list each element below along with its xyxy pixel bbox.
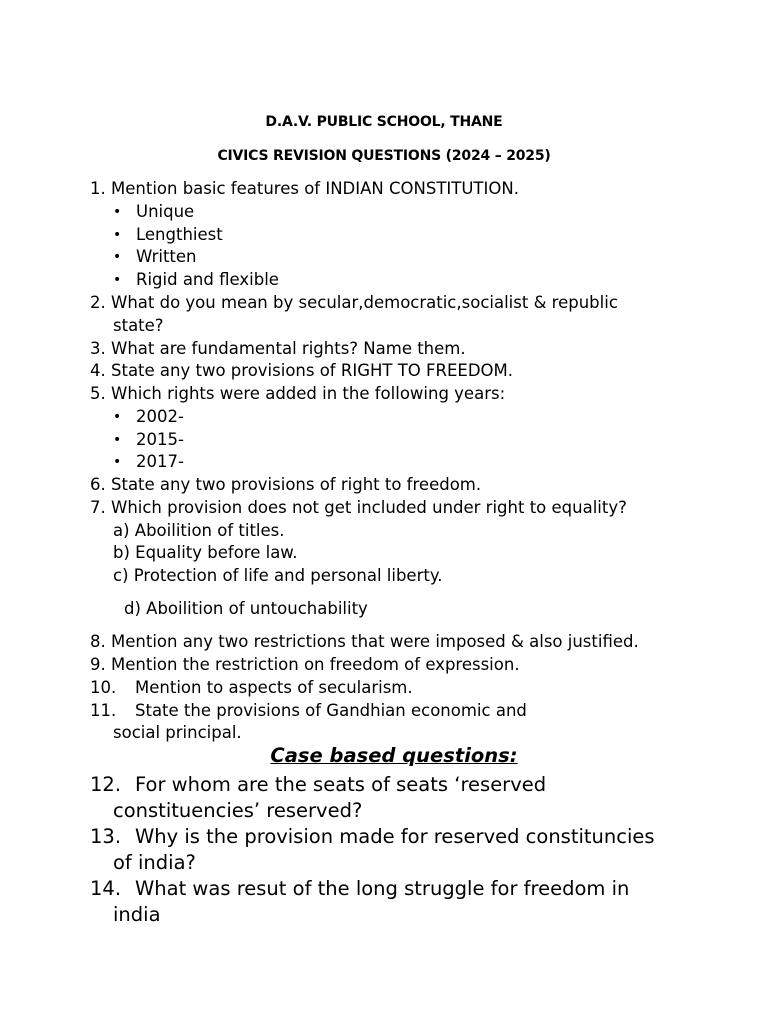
question-text: Which provision does not get included under right to equality?: [111, 498, 627, 517]
question-text: Why is the provision made for reserved constituncies: [135, 825, 655, 848]
question-7: [90, 498, 627, 518]
question-11: [90, 701, 527, 721]
school-name: D.A.V. PUBLIC SCHOOL, THANE: [265, 114, 503, 130]
bullet-item: Rigid and flexible: [136, 270, 279, 289]
question-text: State the provisions of Gandhian economic and: [135, 701, 527, 720]
question-10: [90, 678, 413, 698]
question-continuation: constituencies’ reserved?: [113, 799, 363, 822]
option-d: d) Aboilition of untouchability: [124, 599, 368, 618]
option-c: c) Protection of life and personal liberty.: [113, 566, 443, 585]
question-text: Mention basic features of INDIAN CONSTITUTION.: [111, 179, 519, 198]
question-number: 9.: [90, 655, 106, 674]
question-8: [90, 632, 639, 652]
bullet-item: Lengthiest: [136, 225, 223, 244]
bullet-item: Unique: [136, 202, 195, 221]
question-5: [90, 384, 505, 404]
bullet-icon: •: [113, 409, 122, 425]
question-number: 2.: [90, 293, 106, 312]
bullet-icon: •: [113, 454, 122, 470]
bullet-icon: •: [113, 432, 122, 448]
question-text: For whom are the seats of seats ‘reserved: [135, 773, 547, 796]
question-number: 7.: [90, 498, 106, 517]
bullet-item: 2015-: [136, 430, 184, 449]
bullet-icon: •: [113, 272, 122, 288]
question-number: 8.: [90, 632, 106, 651]
question-continuation: india: [113, 903, 161, 926]
question-2: [90, 293, 618, 313]
case-question-13: [90, 825, 655, 849]
question-text: What are fundamental rights? Name them.: [111, 339, 466, 358]
bullet-item: 2017-: [136, 452, 184, 471]
option-b: b) Equality before law.: [113, 543, 298, 562]
question-number: 14.: [90, 877, 122, 900]
bullet-item: 2002-: [136, 407, 184, 426]
question-3: [90, 339, 466, 359]
bullet-icon: •: [113, 227, 122, 243]
question-continuation: state?: [113, 316, 164, 335]
question-text: What do you mean by secular,democratic,socialist & republic: [111, 293, 618, 312]
question-1: [90, 179, 519, 199]
question-number: 13.: [90, 825, 122, 848]
document-title: CIVICS REVISION QUESTIONS (2024 – 2025): [217, 148, 551, 164]
question-number: 1.: [90, 179, 106, 198]
question-text: State any two provisions of right to freedom.: [111, 475, 482, 494]
case-question-12: [90, 773, 546, 797]
question-number: 4.: [90, 361, 106, 380]
case-question-14: [90, 877, 629, 901]
question-text: Which rights were added in the following years:: [111, 384, 506, 403]
option-a: a) Aboilition of titles.: [113, 521, 285, 540]
question-number: 5.: [90, 384, 106, 403]
question-text: Mention the restriction on freedom of expression.: [111, 655, 520, 674]
question-text: State any two provisions of RIGHT TO FREEDOM.: [111, 361, 514, 380]
question-number: 12.: [90, 773, 122, 796]
question-6: [90, 475, 481, 495]
bullet-item: Written: [136, 247, 197, 266]
bullet-icon: •: [113, 204, 122, 220]
question-text: Mention to aspects of secularism.: [135, 678, 413, 697]
question-number: 3.: [90, 339, 106, 358]
question-text: Mention any two restrictions that were imposed & also justified.: [111, 632, 639, 651]
question-number: 6.: [90, 475, 106, 494]
question-text: What was resut of the long struggle for freedom in: [135, 877, 630, 900]
question-continuation: social principal.: [113, 723, 242, 742]
question-number: 10.: [90, 678, 117, 697]
question-9: [90, 655, 520, 675]
case-based-heading: Case based questions:: [270, 744, 518, 767]
question-number: 11.: [90, 701, 117, 720]
bullet-icon: •: [113, 249, 122, 265]
question-4: [90, 361, 513, 381]
question-continuation: of india?: [113, 851, 196, 874]
